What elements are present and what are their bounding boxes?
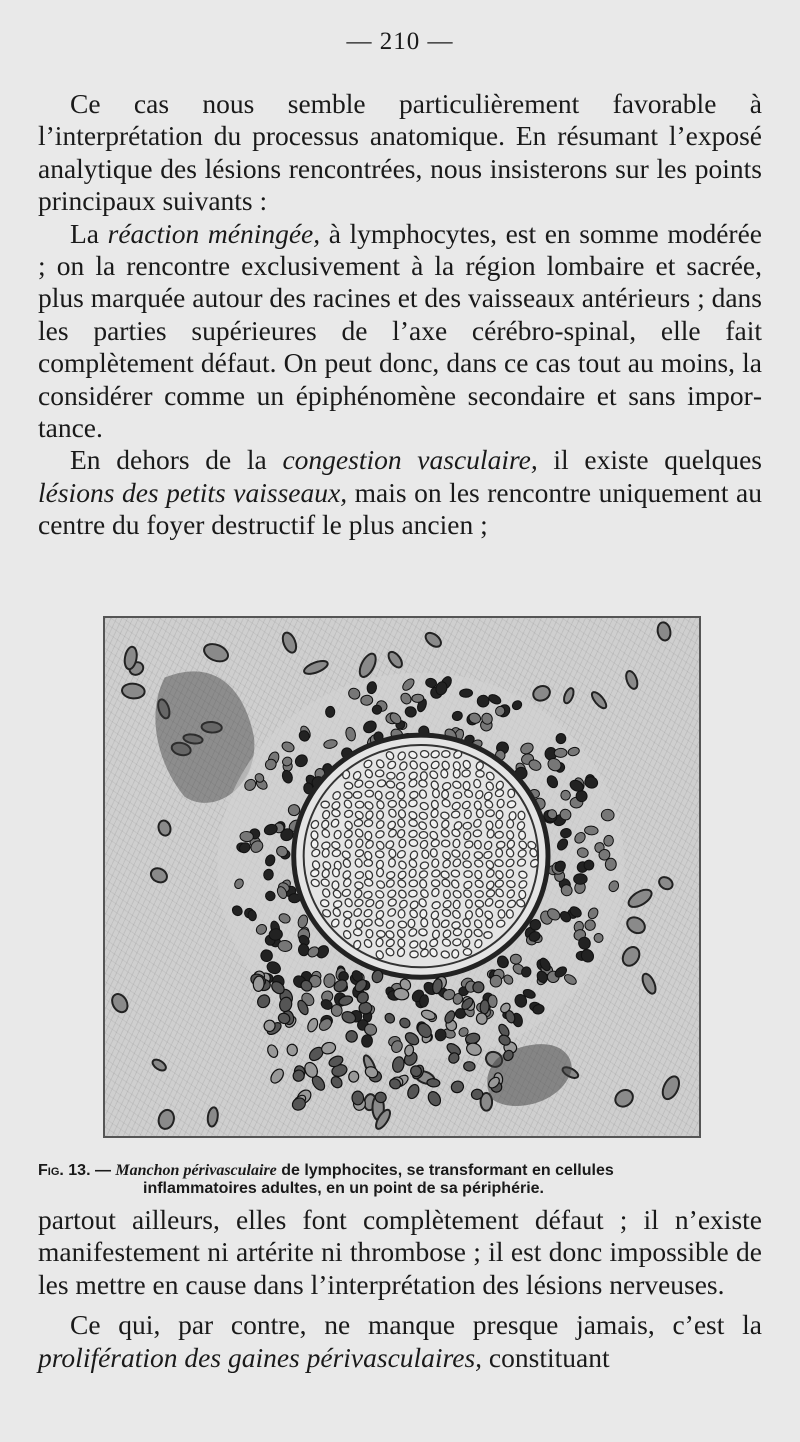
emphasis-proliferation-gaines: prolifération des gaines périvasculaires,: [38, 1341, 483, 1373]
paragraph-5: Ce qui, par contre, ne manque presque jamais, c’est la prolifération des gaines périvasculaires, constituant: [38, 1309, 762, 1373]
page-number: — 210 —: [346, 28, 454, 55]
emphasis-lesions-petits-vaisseaux: lésions des petits vaisseaux,: [38, 476, 348, 508]
paragraph-2: La réaction méningée, à lymphocytes, est en somme modérée ; on la rencontre exclusivement à la région lombaire et sacrée, plus marquée autour des racines et des vaisseaux antérieurs ; dans les parties supérieures de l’axe cérébro-spinal, elle fait complètement défaut. On peut donc, dans ce cas tout au moins, la considérer comme un épiphénomène secondaire et sans importance.: [38, 217, 762, 444]
lower-text-block: [38, 1204, 762, 1374]
paragraph-4: partout ailleurs, elles font complètement défaut ; il n’existe manifestement ni artérite ni thrombose ; il est donc impossible de les mettre en cause dans l’interprétation des lésions nerveuses.: [38, 1204, 762, 1300]
figure-caption: Fig. 13. — Manchon périvasculaire de lymphocites, se transformant en cellules inflammatoires adultes, en un point de sa périphérie.: [38, 1162, 762, 1198]
upper-text-block: [38, 88, 762, 542]
emphasis-congestion-vasculaire: congestion vasculaire,: [282, 444, 538, 476]
caption-emphasis: Manchon périvasculaire: [115, 1162, 277, 1179]
histology-figure: [103, 616, 701, 1138]
emphasis-reaction-meningee: réaction méningée,: [107, 217, 321, 249]
figure-label: Fig. 13.: [38, 1162, 91, 1179]
perivascular-sleeve-illustration: [105, 618, 699, 1136]
caption-line-2: inflammatoires adultes, en un point de sa périphérie.: [143, 1180, 544, 1197]
paragraph-3: En dehors de la congestion vasculaire, il existe quelques lésions des petits vaisseaux, mais on les rencontre uniquement au centre du foyer destructif le plus ancien ;: [38, 444, 762, 541]
paragraph-1: Ce cas nous semble particulièrement favorable à l’interprétation du processus anatomique. En résumant l’exposé analytique des lésions rencontrées, nous insisterons sur les points principaux suivants :: [38, 88, 762, 217]
